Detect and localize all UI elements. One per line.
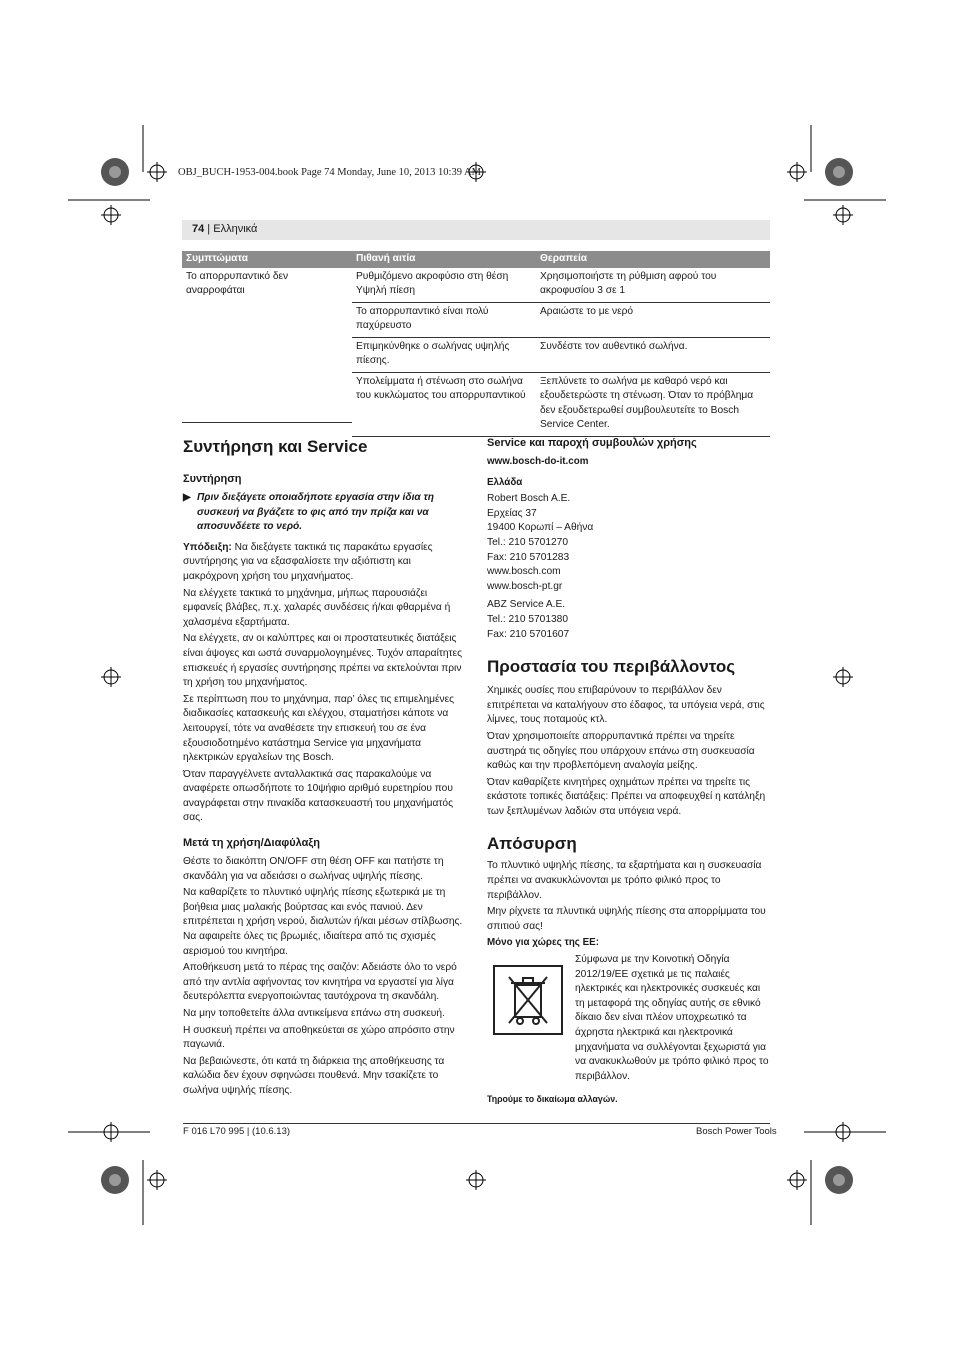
page-header: 74 | Ελληνικά — [182, 220, 770, 240]
paragraph: Το πλυντικό υψηλής πίεσης, τα εξαρτήματα και η συσκευασία πρέπει να ανακυκλώνονται με τρόπο φιλικό προς το περιβάλλον. — [487, 860, 762, 901]
paragraph: Αποθήκευση μετά το πέρας της σαιζόν: Αδειάστε όλο το νερό από την αντλία αφήνοντας τον κινητήρα να εργαστεί για λίγα δευτερόλεπτα ενεργοποιώντας ταυτόχρονα τη σκανδάλη. — [183, 962, 457, 1003]
address-line: 19400 Κορωπί – Αθήνα — [487, 522, 594, 534]
address-line[interactable]: www.bosch-pt.gr — [487, 580, 563, 592]
section-title: Απόσυρση — [487, 834, 577, 854]
weee-block — [487, 953, 769, 1084]
note-label: Υπόδειξη: — [183, 541, 232, 553]
cause-cell: Υπολείμματα ή στένωση στο σωλήνα του κυκλώματος του απορρυπαντικού — [352, 372, 536, 436]
section-title: Προστασία του περιβάλλοντος — [487, 657, 736, 677]
subsection-heading: Service και παροχή συμβουλών χρήσης — [487, 437, 697, 449]
paragraph: Να μην τοποθετείτε άλλα αντικείμενα επάνω στη συσκευή. — [183, 1008, 445, 1019]
address-line: Robert Bosch A.E. — [487, 493, 571, 505]
left-column — [183, 436, 465, 1101]
remedy-cell: Αραιώστε το με νερό — [536, 302, 770, 337]
subsection-heading: Συντήρηση — [183, 473, 242, 485]
note-paragraph — [183, 541, 465, 585]
footer-brand: Bosch Power Tools — [696, 1126, 777, 1137]
paragraph: Να ελέγχετε τακτικά το μηχάνημα, μήπως παρουσιάζει εμφανείς βλάβες, π.χ. χαλαρές συνδέσεις ή/και φθαρμένα ή χαλασμένα εξαρτήματα. — [183, 587, 451, 628]
website-link[interactable]: www.bosch-do-it.com — [487, 456, 589, 467]
address-line: Fax: 210 5701283 — [487, 551, 570, 563]
footer-rule — [183, 1123, 770, 1124]
paragraph: Σε περίπτωση που το μηχάνημα, παρ’ όλες τις επιμελημένες διαδικασίες κατασκευής και ελέγχου, σταματήσει κάποτε να λειτουργεί, τότε να αναθέσετε την επισκευή του σε ένα εξουσιοδοτημένο κατάστημα Service για μηχανήματα ηλεκτρικών εργαλείων της Bosch. — [183, 693, 455, 764]
paragraph: Θέστε το διακόπτη ON/OFF στη θέση OFF και πατήστε τη σκανδάλη για να αδειάσει ο σωλήνας υψηλής πίεσης. — [183, 856, 444, 882]
paragraph: Να καθαρίζετε το πλυντικό υψηλής πίεσης εξωτερικά με τη βοήθεια μιας μαλακής βούρτσας και ενός πανιού. Δεν επιτρέπεται η χρήση νερού, διαλυτών ή/και μέσων στίλβωσης. Να αφαιρείτε όλες τις βρωμιές, ιδιαίτερα από τις σχισμές αερισμού του κινητήρα. — [183, 887, 463, 957]
paragraph: Χημικές ουσίες που επιβαρύνουν το περιβάλλον δεν επιτρέπεται να καταλήγουν στο έδαφος, τα υπόγεια νερά, στις λίμνες, τους ποταμούς κτλ. — [487, 685, 765, 726]
crossed-bin-icon — [493, 965, 563, 1035]
warning-text: Πριν διεξάγετε οποιαδήποτε εργασία στην ίδια τη συσκευή να βγάζετε το φις από την πρίζα και να αποσυνδέετε το νερό. — [197, 492, 434, 533]
address-line: Fax: 210 5701607 — [487, 628, 570, 640]
address-line: Ερχείας 37 — [487, 507, 537, 519]
section-title: Συντήρηση και Service — [183, 437, 368, 456]
subsection-heading: Μετά τη χρήση/Διαφύλαξη — [183, 837, 321, 850]
weee-text: Σύμφωνα με την Κοινοτική Οδηγία 2012/19/ΕΕ σχετικά με τις παλαιές ηλεκτρικές και ηλεκτρονικές συσκευές και τη μεταφορά της οδηγίας αυτής σε εθνικό δίκαιο δεν είναι πλέον υποχρεωτικό τα άχρηστα ηλεκτρικά και ηλεκτρονικά μηχανήματα να συλλέγονται ξεχωριστά για να ανακυκλωθούν με τρόπο φιλικό προς το περιβάλλον. — [575, 954, 769, 1082]
right-column — [487, 436, 769, 1109]
remedy-cell: Συνδέστε τον αυθεντικό σωλήνα. — [536, 337, 770, 372]
cause-cell: Επιμηκύνθηκε ο σωλήνας υψηλής πίεσης. — [352, 337, 536, 372]
country-label: Ελλάδα — [487, 476, 523, 488]
symptom-cell: Το απορρυπαντικό δεν αναρροφάται — [186, 270, 289, 296]
table-row — [182, 268, 770, 303]
address-line: Tel.: 210 5701270 — [487, 536, 569, 548]
troubleshooting-table — [182, 251, 770, 437]
arrow-icon: ▶ — [183, 492, 191, 503]
warning-item — [183, 491, 465, 535]
paragraph: Να ελέγχετε, αν οι καλύπτρες και οι προστατευτικές διατάξεις είναι άψογες και ωστά συναρμολογημένες. Τυχόν απαραίτητες επισκευές ή εργασίες συντήρησης πρέπει να εκτελούνται πριν τη χρήση του μηχανήματος. — [183, 633, 463, 689]
paragraph: Όταν χρησιμοποιείτε απορρυπαντικά πρέπει να τηρείτε αυστηρά τις οδηγίες που υπάρχουν επάνω στη συσκευασία καθώς και την προβλεπόμενη αναλογία μείξης. — [487, 730, 755, 772]
column-header: Θεραπεία — [536, 251, 770, 268]
language-label: Ελληνικά — [213, 223, 258, 235]
eu-label: Μόνο για χώρες της ΕΕ: — [487, 937, 599, 949]
footer-code: F 016 L70 995 | (10.6.13) — [183, 1126, 291, 1137]
address-line: ABZ Service A.E. — [487, 599, 566, 611]
reserve-note: Τηρούμε το δικαίωμα αλλαγών. — [487, 1094, 618, 1105]
note-text: Να διεξάγετε τακτικά τις παρακάτω εργασίες συντήρησης για να εξασφαλίσετε την αξιόπιστη και μακρόχρονη χρήση του μηχανήματος. — [183, 541, 433, 582]
address-line: Tel.: 210 5701380 — [487, 613, 569, 625]
table-header-row — [182, 251, 770, 268]
file-info-line: OBJ_BUCH-1953-004.book Page 74 Monday, June 10, 2013 10:39 AM — [178, 167, 481, 178]
cause-cell: Το απορρυπαντικό είναι πολύ παχύρευστο — [352, 302, 536, 337]
page-number: 74 — [192, 223, 205, 235]
address-line[interactable]: www.bosch.com — [487, 566, 561, 578]
paragraph: Να βεβαιώνεστε, ότι κατά τη διάρκεια της αποθήκευσης τα καλώδια δεν έχουν σφηνώσει πουθενά. Μην τσακίζετε το σωλήνα υψηλής πίεσης. — [183, 1055, 445, 1096]
column-header: Συμπτώματα — [182, 251, 352, 268]
paragraph: Όταν παραγγέλνετε ανταλλακτικά σας παρακαλούμε να αναφέρετε οπωσδήποτε το 10ψήφιο αριθμό ευρετηρίου που αναγράφεται στην πινακίδα κατασκευαστή του μηχανήματός σας. — [183, 768, 453, 824]
paragraph: Όταν καθαρίζετε κινητήρες οχημάτων πρέπει να τηρείτε τις εκάστοτε τοπικές διατάξεις: Πρέπει να αποφευχθεί η κατάληξη των ξεπλυμένων λαδιών στα υπόγεια νερά. — [487, 776, 766, 817]
remedy-cell: Χρησιμοποιήστε τη ρύθμιση αφρού του ακροφυσίου 3 σε 1 — [540, 270, 717, 296]
remedy-cell: Ξεπλύνετε το σωλήνα με καθαρό νερό και εξουδετερώστε τη στένωση. Όταν το πρόβλημα δεν εξουδετερωθεί συμβουλευτείτε το Bosch Service Center. — [536, 372, 770, 436]
table-bottom-rule — [182, 422, 352, 423]
paragraph: Μην ρίχνετε τα πλυντικά υψηλής πίεσης στα απορρίμματα του σπιτιού σας! — [487, 906, 766, 932]
cause-cell: Ρυθμιζόμενο ακροφύσιο στη θέση Υψηλή πίεση — [356, 270, 509, 296]
column-header: Πιθανή αιτία — [352, 251, 536, 268]
paragraph: Η συσκευή πρέπει να αποθηκεύεται σε χώρο απρόσιτο στην παγωνιά. — [183, 1024, 455, 1051]
